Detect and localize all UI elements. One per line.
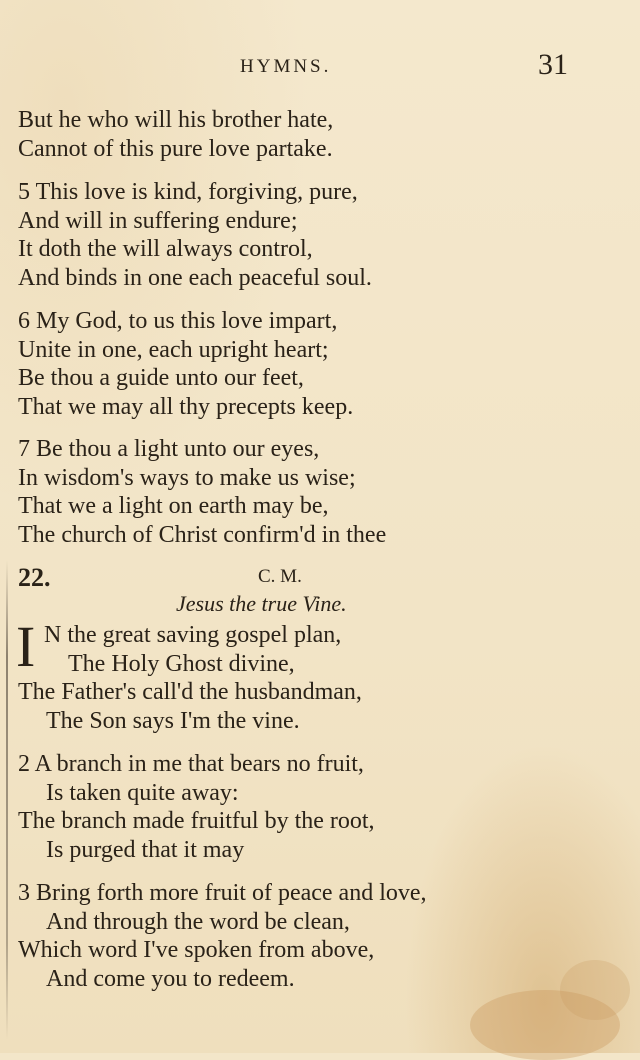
- verse-line: 7 Be thou a light unto our eyes,: [18, 436, 320, 462]
- hymn-number: 22.: [18, 563, 51, 592]
- verse-line: And binds in one each peaceful soul.: [18, 264, 372, 291]
- hymn-22-stanza-3: [18, 879, 427, 993]
- hymn-22-stanza-1-cont: [18, 678, 362, 735]
- verse-line: 2 A branch in me that bears no fruit,: [18, 751, 364, 777]
- stanza-5: [18, 178, 372, 292]
- verse-line: It doth the will always control,: [18, 236, 313, 262]
- verse-line: Be thou a guide unto our feet,: [18, 365, 304, 391]
- verse-line: In wisdom's ways to make us wise;: [18, 464, 356, 491]
- verse-line: N the great saving gospel plan,: [44, 622, 342, 648]
- hymn-22-stanza-2: [18, 750, 375, 864]
- verse-line: The Son says I'm the vine.: [46, 707, 300, 734]
- hymn-title: Jesus the true Vine.: [176, 591, 347, 616]
- verse-line: The church of Christ confirm'd in thee: [18, 521, 387, 548]
- stanza-7: [18, 435, 386, 549]
- verse-line: Is taken quite away:: [46, 779, 239, 806]
- verse-line: And come you to redeem.: [46, 965, 295, 992]
- drop-cap: I: [16, 614, 36, 679]
- page-edge-shadow: [6, 560, 8, 1040]
- running-title: HYMNS.: [240, 56, 332, 77]
- verse-line: 6 My God, to us this love impart,: [18, 308, 338, 334]
- verse-line: And will in suffering endure;: [18, 207, 298, 234]
- hymn-22-stanza-1: [44, 621, 341, 678]
- paper-stain: [560, 960, 630, 1020]
- verse-line: 5 This love is kind, forgiving, pure,: [18, 179, 358, 205]
- verse-line: Cannot of this pure love partake.: [18, 135, 333, 162]
- stanza-6: [18, 307, 353, 421]
- page-header: [0, 48, 640, 82]
- verse-line: The Holy Ghost divine,: [68, 650, 295, 677]
- verse-line: 3 Bring forth more fruit of peace and love,: [18, 880, 427, 906]
- verse-line: That we may all thy precepts keep.: [18, 393, 354, 420]
- page-number: 31: [538, 48, 568, 81]
- verse-line: But he who will his brother hate,: [18, 107, 334, 133]
- verse-line: And through the word be clean,: [46, 908, 350, 935]
- verse-line: Which word I've spoken from above,: [18, 937, 375, 963]
- verse-line: That we a light on earth may be,: [18, 493, 329, 519]
- verse-line: Is purged that it may: [46, 836, 245, 863]
- verse-line: The Father's call'd the husbandman,: [18, 679, 362, 705]
- verse-line: Unite in one, each upright heart;: [18, 336, 329, 363]
- stanza-continued: [18, 106, 333, 163]
- hymn-meter: C. M.: [258, 566, 302, 587]
- verse-line: The branch made fruitful by the root,: [18, 808, 375, 834]
